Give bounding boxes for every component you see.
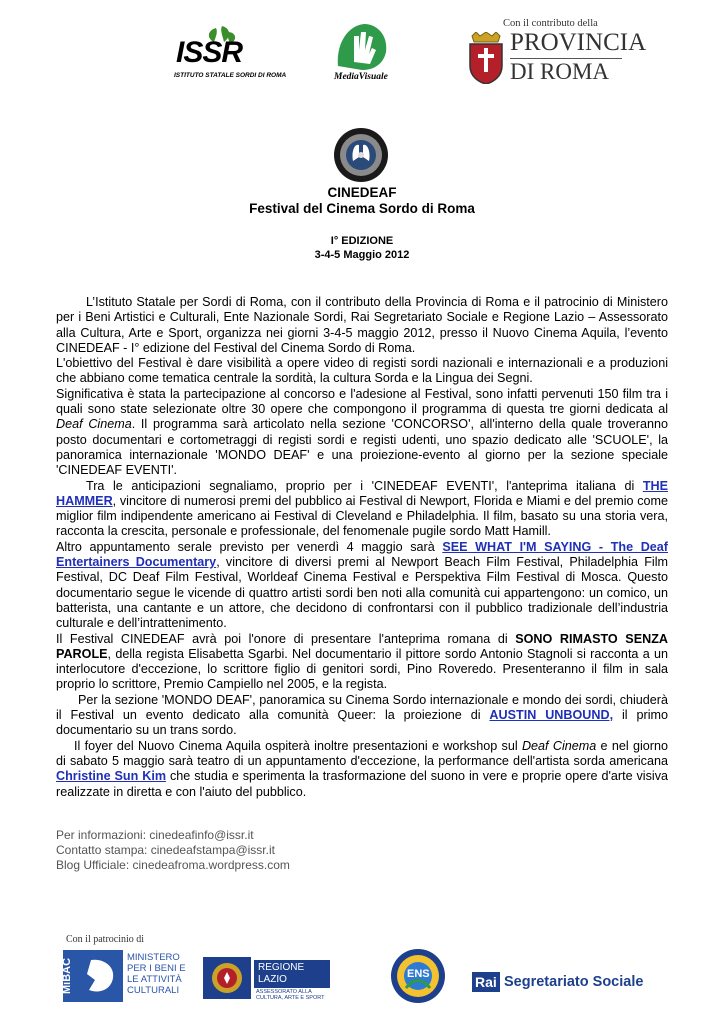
provincia-line1: PROVINCIA bbox=[510, 29, 647, 56]
text-span: il primo documentario su un trans sordo. bbox=[56, 708, 668, 738]
contact-info bbox=[56, 828, 290, 873]
lazio-subtext: ASSESSORATO ALLA CULTURA, ARTE E SPORT bbox=[256, 989, 325, 1001]
paragraph-objective: L'obiettivo del Festival è dare visibilità a opere video di registi sordi nazionali e internazionali e a produzioni che abbiano come tematica centrale la sordità, la cultura Sorda e la Lingua dei Segni. bbox=[56, 356, 668, 386]
coat-of-arms-icon bbox=[466, 32, 506, 84]
text-span: , vincitore di numerosi premi del pubblico ai Festival di Newport, Florida e Miami e del premio come miglior film indipendente americano ai Festival di Cleveland e Philadelphia. Il film, basato su una storia vera, racconta la crescita, personale e professionale, del fenomenale pugile sordo Matt Hamill. bbox=[56, 493, 668, 539]
mibac-block bbox=[63, 950, 123, 1002]
issr-subtitle: ISTITUTO STATALE SORDI DI ROMA bbox=[174, 72, 287, 79]
mediavisuale-logo bbox=[332, 22, 392, 86]
regione-lazio-logo bbox=[202, 956, 352, 1000]
press-email[interactable]: Contatto stampa: cinedeafstampa@issr.it bbox=[56, 843, 275, 857]
paragraph-sono-rimasto bbox=[56, 632, 668, 693]
text-span: Altro appuntamento serale previsto per venerdì 4 maggio sarà bbox=[56, 539, 443, 554]
blog-link[interactable]: Blog Ufficiale: cinedeafroma.wordpress.com bbox=[56, 858, 290, 872]
info-email[interactable]: Per informazioni: cinedeafinfo@issr.it bbox=[56, 828, 254, 842]
text-span: che studia e sperimenta la trasformazione del suono in vere e proprie opere d'arte visiva realizzate in diretta e con l'aiuto del pubblico. bbox=[56, 769, 669, 799]
text-span: e nel giorno di sabato 5 maggio sarà teatro di un appuntamento d'eccezione, la performance dell'artista sorda americana bbox=[56, 738, 668, 768]
lazio-band bbox=[254, 960, 330, 988]
film-reel-icon bbox=[333, 127, 389, 183]
edition-label: I° EDIZIONE bbox=[330, 235, 394, 247]
the-hammer-link[interactable]: THE HAMMER bbox=[56, 478, 668, 508]
hand-icon bbox=[332, 22, 392, 74]
rai-text: Segretariato Sociale bbox=[504, 974, 644, 990]
mibac-line: PER I BENI E bbox=[127, 963, 186, 974]
lazio-line: LAZIO bbox=[258, 974, 287, 985]
festival-dates: 3-4-5 Maggio 2012 bbox=[314, 249, 410, 261]
provincia-logo bbox=[466, 29, 647, 88]
mibac-line: CULTURALI bbox=[127, 985, 180, 996]
mibac-line: MINISTERO bbox=[127, 952, 180, 963]
patrocinio-label: Con il patrocinio di bbox=[66, 934, 145, 945]
issr-logo bbox=[170, 24, 287, 86]
see-what-im-saying-link[interactable]: SEE WHAT I'M SAYING - The Deaf Entertainers Documentary bbox=[56, 539, 668, 570]
bold-span: SONO RIMASTO SENZA PAROLE bbox=[56, 631, 668, 661]
mibac-figure-icon bbox=[81, 956, 119, 996]
paragraph-mondo-deaf bbox=[56, 693, 668, 739]
austin-unbound-link[interactable]: AUSTIN UNBOUND, bbox=[489, 708, 614, 723]
provincia-line2: DI ROMA bbox=[510, 59, 610, 84]
mediavisuale-text: MediaVisuale bbox=[334, 72, 388, 82]
press-release-body bbox=[56, 295, 668, 800]
text-span: Per la sezione 'MONDO DEAF', panoramica su Cinema Sordo internazionale e mondo dei sordi, chiuderà il Festival un evento dedicato alla comunità Queer: la proiezione di bbox=[56, 692, 668, 723]
lazio-text bbox=[254, 960, 330, 988]
cinedeaf-logo bbox=[333, 127, 389, 183]
text-span: . Il programma sarà articolato nella sezione 'CONCORSO', all'interno della quale troveranno posto documentari e cortometraggi di registi sordi e registi udenti, uno spazio dedicato alle 'SCUOLE', la panoramica internazionale 'MONDO DEAF' e una proiezione-evento al giorno per la sezione speciale 'CINEDEAF EVENTI'. bbox=[56, 417, 669, 478]
lazio-line: REGIONE bbox=[258, 962, 305, 973]
text-span: Il foyer del Nuovo Cinema Aquila ospiterà inoltre presentazioni e workshop sul bbox=[74, 738, 522, 753]
text-span: Significativa è stata la partecipazione al concorso e l'adesione al Festival, sono infatti pervenuti 150 film tra i quali sono state selezionate oltre 30 opere che compongono il programma di questa tre giorni dedicata al bbox=[56, 386, 668, 417]
mibac-side-text: MiBAC bbox=[61, 957, 74, 995]
text-span: , della regista Elisabetta Sgarbi. Nel documentario il pittore sordo Antonio Stagnoli si racconta a un interlocutore d'eccezione, lo scrittore figlio di genitori sordi, Pino Roveredo. Presenteranno il film in sala proprio lo scrittore, Premio Campiello nel 2005, e la regista. bbox=[56, 646, 668, 692]
festival-subtitle: Festival del Cinema Sordo di Roma bbox=[249, 201, 475, 216]
text-span: Tra le anticipazioni segnaliamo, proprio per i 'CINEDEAF EVENTI', l'anteprima italiana di bbox=[86, 478, 643, 493]
italic-span: Deaf Cinema bbox=[521, 738, 597, 753]
mibac-line: LE ATTIVITÀ bbox=[127, 974, 182, 985]
ens-text: ENS bbox=[407, 968, 430, 980]
paragraph-see-what bbox=[56, 540, 668, 632]
lazio-emblem-icon bbox=[202, 956, 252, 1000]
issr-text: ISSR bbox=[176, 36, 243, 69]
mibac-logo bbox=[63, 950, 193, 1006]
italic-span: Deaf Cinema bbox=[56, 417, 132, 432]
paragraph-foyer bbox=[56, 739, 668, 800]
mibac-text bbox=[127, 952, 186, 996]
contributo-label: Con il contributo della bbox=[503, 18, 598, 29]
christine-sun-kim-link[interactable]: Christine Sun Kim bbox=[56, 769, 167, 784]
rai-mark: Rai bbox=[472, 972, 500, 992]
rai-logo bbox=[472, 972, 652, 994]
paragraph-the-hammer bbox=[56, 479, 668, 540]
paragraph-participation bbox=[56, 387, 668, 479]
text-span: Il Festival CINEDEAF avrà poi l'onore di presentare l'anteprima romana di bbox=[56, 631, 516, 646]
ens-logo bbox=[390, 948, 446, 1004]
paragraph-intro: L’Istituto Statale per Sordi di Roma, con il contributo della Provincia di Roma e il patrocinio di Ministero per i Beni Artistici e Culturali, Ente Nazionale Sordi, Rai Segretariato Sociale e Regione Lazio – Assessorato alla Cultura, Arte e Sport, organizza nei giorni 3-4-5 maggio 2012, presso il Nuovo Cinema Aquila, l’evento CINEDEAF - I° edizione del Festival del Cinema Sordo di Roma. bbox=[56, 295, 668, 355]
festival-title: CINEDEAF bbox=[327, 185, 397, 200]
text-span: , vincitore di diversi premi al Newport Beach Film Festival, Philadelphia Film Festival, DC Deaf Film Festival, Worldeaf Cinema Festival e Perspektiva Film Festival di Mosca. Questo documentario segue le vicende di quattro artisti sordi ben noti alla comunità cui appartengono: un comico, un batterista, una cantante e un attore, che decidono di confrontarsi con il pubblico tradizionale dell’industria culturale e dell’intrattenimento. bbox=[56, 555, 668, 631]
